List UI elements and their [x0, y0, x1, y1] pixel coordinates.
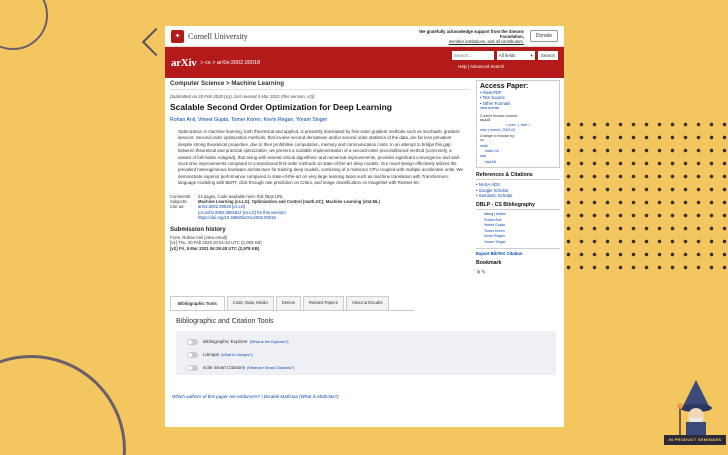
- dblp-author-link[interactable]: Yoram Singer: [484, 239, 506, 244]
- dblp-heading: DBLP - CS Bibliography: [476, 202, 560, 210]
- cornell-seal-icon[interactable]: ✦: [171, 30, 184, 43]
- browse-context: cs.LG: [480, 118, 490, 123]
- reddit-icon[interactable]: ✎: [481, 270, 487, 277]
- dblp-author-link[interactable]: Vineet Gupta: [484, 223, 505, 228]
- browse-stat[interactable]: stat: [480, 154, 486, 159]
- help-links[interactable]: Help | Advanced Search: [457, 64, 504, 69]
- toggle-help-link[interactable]: (What are Smart Citations?): [247, 365, 295, 370]
- access-box: [476, 80, 560, 168]
- browse-cs[interactable]: cs: [480, 138, 484, 143]
- acknowledgement: [404, 29, 524, 44]
- history-list: [170, 235, 470, 252]
- logo-part-1: ar: [171, 56, 181, 69]
- university-name[interactable]: Cornell University: [188, 31, 248, 41]
- nasa-ads-link[interactable]: • NASA ADS: [476, 182, 500, 188]
- toggle-help-link[interactable]: (What is Litmaps?): [221, 352, 253, 357]
- license-link[interactable]: view license: [480, 106, 500, 111]
- litmaps-toggle[interactable]: [187, 352, 198, 358]
- cite-row: [170, 204, 470, 220]
- decor-dot-grid: [562, 118, 728, 278]
- next-link[interactable]: next >: [520, 122, 531, 127]
- browse-math[interactable]: math: [480, 143, 488, 148]
- dblp-author-link[interactable]: Rohan Anil: [484, 217, 502, 222]
- decor-circle-top: [0, 0, 48, 50]
- tex-source-label: TeX Source: [482, 95, 505, 101]
- toggle-label: scite Smart Citations: [203, 365, 246, 370]
- tex-source-link[interactable]: • TeX Source: [480, 95, 505, 101]
- abstract: Optimization in machine learning, both theoretical and applied, is presently dominated by first-order gradient methods such as stochastic gradient descent. Second-order optimization methods, that involve second derivatives and/or second order statistics of the data, are far less prevalent despite strong theoretical properties, due to their prohibitive computation, memory and communication costs. In an attempt to bridge this gap between theoretical and practical optimization, we present a scalable implementation of a second-order preconditioned method (concretely, a variant of full-matrix Adagrad), that along with several critical algorithmic and numerical improvements, provides significant convergence and wall-clock time improvements compared to conventional first-order methods on state-of-the-art deep models. Our novel design effectively utilizes the prevalent heterogeneous hardware architecture for training deep models, consisting of a multicore CPU coupled with multiple accelerator units. We demonstrate superior performance compared to state-of-the-art on very large learning tasks such as machine translation with Transformers, language modeling with BERT, click-through rate prediction on Criteo, and image classification on ImageNet with ResNet-50.: [178, 129, 463, 186]
- semantic-label: Semantic Scholar: [478, 193, 513, 199]
- other-formats-link[interactable]: • Other Formats: [480, 100, 511, 106]
- arxiv-logo[interactable]: [171, 57, 196, 69]
- change-browse-label: Change to browse by:: [480, 133, 515, 138]
- cite-version-link[interactable]: (or arXiv:2002.09018v2 [cs.LG] for this version): [198, 209, 286, 215]
- nasa-label: NASA ADS: [478, 182, 500, 188]
- cite-link[interactable]: arXiv:2002.09018 [cs.LG]: [198, 204, 246, 210]
- cite-values: [198, 204, 286, 220]
- tab-about-arxivlabs[interactable]: About arXivLabs: [346, 296, 389, 310]
- dblp-author-link[interactable]: Tomer Koren: [484, 228, 505, 233]
- search-input[interactable]: [452, 51, 494, 60]
- field-select-value: All fields: [498, 53, 516, 58]
- chevron-down-icon: ▾: [530, 53, 533, 58]
- logo-part-2: iv: [188, 56, 197, 69]
- arxiv-page: [165, 26, 564, 427]
- mascot-caption: IN PRODUCT SEMINARS: [664, 435, 726, 445]
- endorsers-link[interactable]: Which authors of this paper are endorsers? | Disable MathJax (What is MathJax?): [172, 394, 339, 399]
- nav-bar: [165, 47, 564, 78]
- scite-toggle[interactable]: [187, 365, 198, 371]
- explorer-toggle[interactable]: [187, 339, 198, 345]
- donate-button[interactable]: Donate: [530, 30, 558, 42]
- bookmark-icons: [476, 269, 560, 276]
- browse-label: Current browse context:: [480, 113, 519, 118]
- history-heading: Submission history: [170, 226, 226, 233]
- tab-bibliographic-tools[interactable]: Bibliographic Tools: [170, 296, 225, 310]
- toggle-label: Litmaps: [203, 352, 220, 357]
- metadata-table: [170, 194, 470, 221]
- tab-code-data-media[interactable]: Code, Data, Media: [227, 296, 274, 310]
- decor-circle-bottom: [0, 355, 126, 455]
- google-scholar-link[interactable]: • Google Scholar: [476, 187, 509, 193]
- submission-dates: [Submitted on 20 Feb 2020 (v1), last revised 5 Mar 2021 (this version, v2)]: [170, 94, 315, 99]
- ack-line-1: We gratefully acknowledge support from the Simons Foundation,: [419, 28, 524, 39]
- scholar-label: Google Scholar: [478, 187, 509, 193]
- comments-value: 24 pages, Code available here: this https URL: [198, 193, 284, 199]
- field-select[interactable]: [497, 51, 535, 60]
- sidebar: [476, 80, 560, 276]
- prev-next: < prev | next >: [505, 122, 531, 127]
- toggle-row-scite: [176, 361, 556, 374]
- semantic-scholar-link[interactable]: • Semantic Scholar: [476, 193, 513, 199]
- subjects-label: Subjects:: [170, 199, 188, 205]
- history-v2[interactable]: [v2] Fri, 5 Mar 2021 06:29:48 UTC (2,978 KB): [170, 245, 260, 251]
- history-from: From: Rohan Anil [view email]: [170, 234, 227, 240]
- toggle-row-explorer: [176, 335, 556, 348]
- view-pdf-link[interactable]: • View PDF: [480, 90, 502, 95]
- history-v1[interactable]: [v1] Thu, 20 Feb 2020 20:51:33 UTC (2,093 KB): [170, 240, 262, 246]
- browse-math-oc[interactable]: math.OC: [485, 149, 500, 154]
- bookmark-heading: Bookmark: [476, 260, 502, 267]
- doi-link[interactable]: https://doi.org/10.48550/arXiv.2002.09018: [198, 215, 276, 221]
- dblp-list: [476, 212, 560, 244]
- cite-label: Cite as:: [170, 204, 185, 210]
- comments-label: Comments:: [170, 193, 192, 199]
- other-formats-label: Other Formats: [482, 100, 511, 106]
- access-title: Access Paper:: [480, 83, 529, 90]
- top-bar: [165, 26, 564, 47]
- subjects-value: Machine Learning (cs.LG); Optimization and Control (math.OC); Machine Learning (stat.ML): [198, 199, 380, 205]
- prev-link[interactable]: < prev: [505, 122, 516, 127]
- bibsonomy-icon[interactable]: ✕: [476, 270, 482, 277]
- ack-line-2[interactable]: member institutions, and all contributors.: [448, 38, 524, 44]
- view-pdf-label: View PDF: [482, 90, 502, 95]
- breadcrumb[interactable]: > cs > arXiv:2002.09018: [200, 59, 261, 66]
- search-area: [452, 51, 558, 60]
- toggle-help-link[interactable]: (What is the Explorer?): [249, 339, 289, 344]
- paper-main: [170, 80, 470, 251]
- toggle-label: Bibliographic Explorer: [203, 339, 248, 344]
- toggle-row-litmaps: [176, 348, 556, 361]
- tools-panel: [170, 308, 562, 418]
- browse-stat-ml[interactable]: stat.ML: [485, 159, 497, 164]
- logo-part-x: X: [180, 56, 189, 69]
- tab-demos[interactable]: Demos: [276, 296, 301, 310]
- search-button[interactable]: Search: [538, 51, 558, 60]
- tab-related-papers[interactable]: Related Papers: [303, 296, 344, 310]
- category-heading: Computer Science > Machine Learning: [170, 80, 470, 90]
- author-list[interactable]: Rohan Anil, Vineet Gupta, Tomer Koren, Kevin Regan, Yoram Singer: [170, 117, 328, 123]
- toggle-list: [176, 331, 556, 375]
- new-recent-links[interactable]: new | recent | 2002.02: [480, 128, 516, 133]
- dblp-author-link[interactable]: Kevin Regan: [484, 234, 505, 239]
- tools-title: Bibliographic and Citation Tools: [176, 318, 274, 325]
- paper-title: Scalable Second Order Optimization for Deep Learning: [170, 102, 392, 112]
- refs-heading: References & Citations: [476, 172, 560, 180]
- export-bibtex-link[interactable]: Export BibTeX Citation: [476, 248, 560, 256]
- dblp-listing-link[interactable]: listing | bibtex: [484, 212, 506, 217]
